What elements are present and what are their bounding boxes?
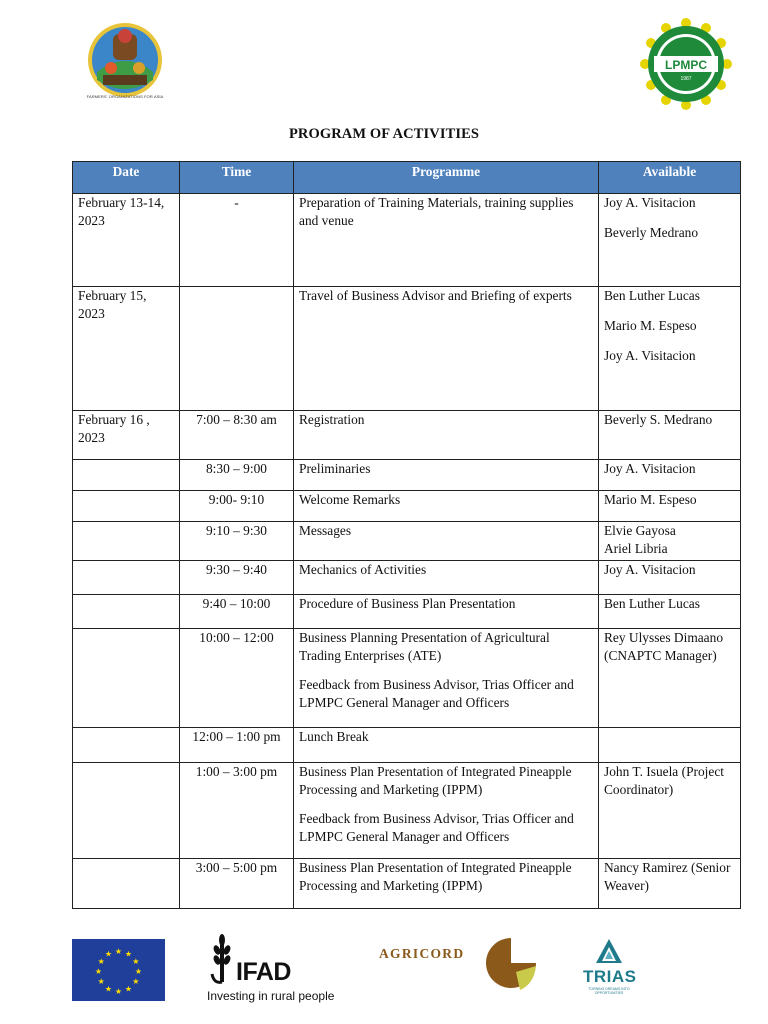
programme-text: Feedback from Business Advisor, Trias Officer and LPMPC General Manager and Officers [299,811,574,844]
date-cell [73,460,180,491]
time-cell: 10:00 – 12:00 [180,629,294,728]
ifad-name: IFAD [236,958,291,986]
agricord-name: AGRICORD [379,946,465,961]
table-row [73,411,741,460]
programme-text: Lunch Break [299,729,369,744]
person-name: Joy A. Visitacion [604,562,696,577]
programme-text: Registration [299,412,365,427]
programme-cell [294,728,599,763]
time-cell [180,287,294,411]
date-cell: February 13-14, 2023 [73,194,180,287]
svg-text:★: ★ [124,949,133,959]
wheat-icon [208,934,236,984]
footer-logos [0,930,768,1010]
table-row [73,460,741,491]
table-row [73,728,741,763]
available-cell [599,561,741,595]
programme-text: Business Plan Presentation of Integrated Pineapple Processing and Marketing (IPPM) [299,860,572,893]
table-row [73,491,741,522]
person-name: Ben Luther Lucas [604,596,700,611]
svg-text:★: ★ [124,984,133,994]
time-cell: 8:30 – 9:00 [180,460,294,491]
program-table [72,161,741,909]
svg-text:★: ★ [104,984,113,994]
table-row [73,522,741,561]
programme-cell [294,460,599,491]
time-cell: 9:40 – 10:00 [180,595,294,629]
table-row [73,629,741,728]
table-row [73,763,741,859]
agricord-mark-icon [484,936,538,992]
programme-cell [294,629,599,728]
column-header-time: Time [180,162,294,194]
person-name: Ariel Libria [604,541,668,556]
ifad-tagline: Investing in rural people [207,989,335,1003]
available-cell [599,522,741,561]
column-header-date: Date [73,162,180,194]
person-name: Joy A. Visitacion [604,461,696,476]
date-cell: February 15, 2023 [73,287,180,411]
lpmpc-logo [640,18,732,110]
available-cell [599,728,741,763]
date-cell [73,728,180,763]
available-cell [599,491,741,522]
programme-cell [294,491,599,522]
time-cell: 9:30 – 9:40 [180,561,294,595]
person-name: Joy A. Visitacion [604,195,696,210]
table-row [73,595,741,629]
date-cell [73,561,180,595]
programme-text: Messages [299,523,352,538]
programme-cell [294,522,599,561]
programme-text: Business Plan Presentation of Integrated Pineapple Processing and Marketing (IPPM) [299,764,572,797]
table-header-row [73,162,741,194]
programme-text: Feedback from Business Advisor, Trias Officer and LPMPC General Manager and Officers [299,677,574,710]
programme-cell [294,561,599,595]
column-header-available: Available [599,162,741,194]
lpmpc-logo-year: 1987 [680,76,692,82]
available-cell [599,287,741,411]
svg-text:★: ★ [134,967,143,976]
person-name: Nancy Ramirez (Senior Weaver) [604,860,731,893]
time-cell: 9:00- 9:10 [180,491,294,522]
programme-cell [294,763,599,859]
date-cell [73,859,180,909]
person-name: John T. Isuela (Project Coordinator) [604,764,724,797]
available-cell [599,595,741,629]
programme-cell [294,595,599,629]
trias-tagline: TURNING DREAMS INTO OPPORTUNITIES [588,987,630,995]
table-row [73,287,741,411]
programme-text: Procedure of Business Plan Presentation [299,596,516,611]
date-cell [73,595,180,629]
date-cell: February 16 , 2023 [73,411,180,460]
programme-cell [294,859,599,909]
table-row [73,859,741,909]
svg-text:★: ★ [97,977,105,986]
available-cell [599,411,741,460]
time-cell: 12:00 – 1:00 pm [180,728,294,763]
ifad-logo [206,934,336,1006]
available-cell [599,460,741,491]
available-cell [599,859,741,909]
svg-text:★: ★ [132,977,140,986]
date-cell [73,522,180,561]
programme-text: Preliminaries [299,461,371,476]
programme-text: Mechanics of Activities [299,562,427,577]
programme-text: Travel of Business Advisor and Briefing of experts [299,288,572,303]
svg-text:★: ★ [94,967,103,976]
time-cell: 9:10 – 9:30 [180,522,294,561]
programme-text: Preparation of Training Materials, training supplies and venue [299,195,574,228]
svg-text:★: ★ [104,949,113,959]
person-name: Mario M. Espeso [604,318,697,333]
programme-cell [294,194,599,287]
table-row [73,561,741,595]
programme-text: Business Planning Presentation of Agricultural Trading Enterprises (ATE) [299,630,550,663]
person-name: Joy A. Visitacion [604,348,696,363]
person-name: Mario M. Espeso [604,492,697,507]
programme-cell [294,411,599,460]
time-cell: 1:00 – 3:00 pm [180,763,294,859]
person-name: Ben Luther Lucas [604,288,700,303]
trias-name: TRIAS [583,967,637,986]
svg-text:★: ★ [97,957,105,966]
programme-cell [294,287,599,411]
date-cell [73,491,180,522]
person-name: Beverly S. Medrano [604,412,713,427]
available-cell [599,629,741,728]
lpmpc-logo-text: LPMPC [665,58,707,72]
date-cell [73,763,180,859]
available-cell [599,763,741,859]
svg-text:★: ★ [114,987,123,996]
trias-triangle-icon [595,937,623,965]
time-cell: 3:00 – 5:00 pm [180,859,294,909]
column-header-programme: Programme [294,162,599,194]
svg-text:★: ★ [132,957,140,966]
table-row [73,194,741,287]
svg-text:★: ★ [114,947,123,956]
person-name: Elvie Gayosa [604,523,676,538]
date-cell [73,629,180,728]
trias-logo [583,937,643,1007]
time-cell: - [180,194,294,287]
person-name: Rey Ulysses Dimaano (CNAPTC Manager) [604,630,724,663]
page-title: PROGRAM OF ACTIVITIES [288,126,480,142]
available-cell [599,194,741,287]
person-name: Beverly Medrano [604,225,699,240]
time-cell: 7:00 – 8:30 am [180,411,294,460]
programme-text: Welcome Remarks [299,492,401,507]
eu-flag-logo [72,939,165,1001]
farmers-organizations-caption: FARMERS' ORGANIZATIONS FOR ASIA [86,94,164,99]
